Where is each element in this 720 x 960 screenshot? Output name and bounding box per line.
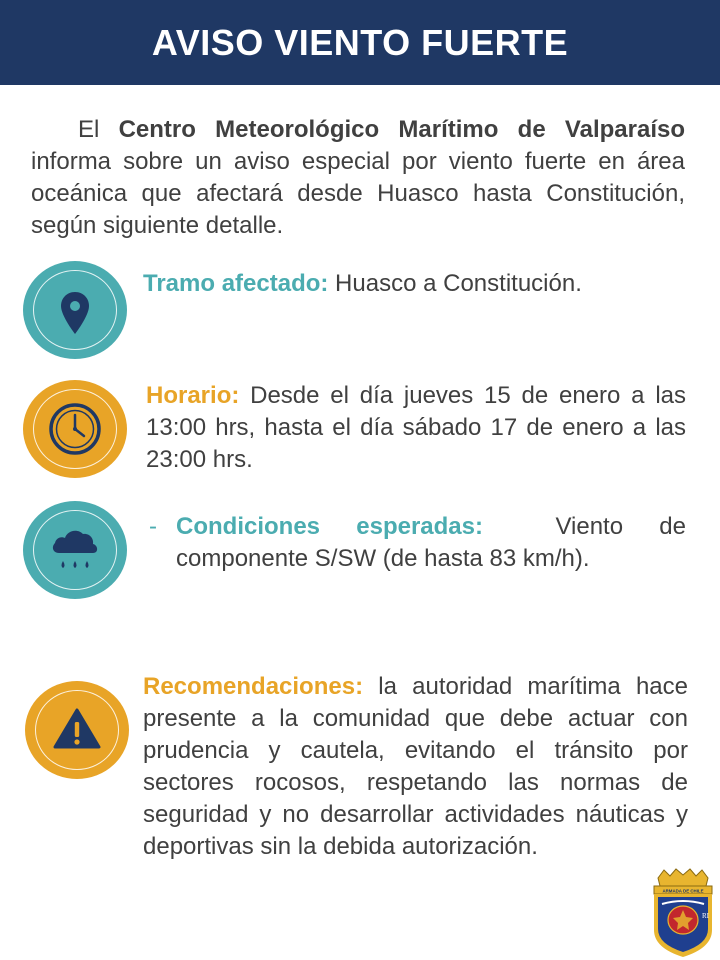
header-banner (0, 0, 720, 85)
item-condiciones (176, 511, 693, 575)
armada-de-chile-crest-icon (650, 868, 716, 958)
location-pin-icon (23, 261, 127, 359)
item-tramo-label: Tramo afectado: (143, 270, 329, 297)
item-condiciones-text: Viento de componente S/SW (de hasta 83 km/h). (176, 513, 693, 572)
item-recomendaciones-label: Recomendaciones: (143, 673, 364, 700)
item-horario-text: Desde el día jueves 15 de enero a las 13:00 hrs, hasta el día sábado 17 de enero a las 23:00 hrs. (146, 382, 686, 473)
clock-circle (23, 380, 127, 478)
item-recomendaciones (143, 671, 688, 863)
item-horario-label: Horario: (146, 382, 240, 409)
rain-circle (23, 501, 127, 599)
rain-cloud-icon (23, 501, 127, 599)
item-recomendaciones-text: la autoridad marítima hace presente a la comunidad que debe actuar con prudencia y cautela, evitando el tránsito por sectores rocosos, respetando las normas de seguridad y no desarrollar actividades náuticas y deportivas sin la debida autorización. (143, 673, 688, 860)
item-horario (146, 380, 686, 476)
clock-icon (23, 380, 127, 478)
page-title: AVISO VIENTO FUERTE (151, 21, 569, 63)
svg-text:ARMADA DE CHILE: ARMADA DE CHILE (662, 888, 704, 894)
intro-organization: Centro Meteorológico Marítimo de Valparaíso (118, 116, 685, 143)
intro-prefix: El (78, 116, 119, 143)
intro-text: informa sobre un aviso especial por viento fuerte en área oceánica que afectará desde Huasco hasta Constitución, según siguiente detalle. (31, 148, 685, 239)
location-circle (23, 261, 127, 359)
item-tramo-text: Huasco a Constitución. (328, 270, 582, 297)
warning-circle (25, 681, 129, 779)
item-condiciones-label: Condiciones esperadas: (176, 513, 483, 540)
item-condiciones-bullet: - (149, 513, 157, 540)
svg-text:RI: RI (702, 912, 709, 920)
warning-icon (25, 681, 129, 779)
intro-paragraph (31, 114, 685, 242)
item-tramo (143, 268, 688, 300)
